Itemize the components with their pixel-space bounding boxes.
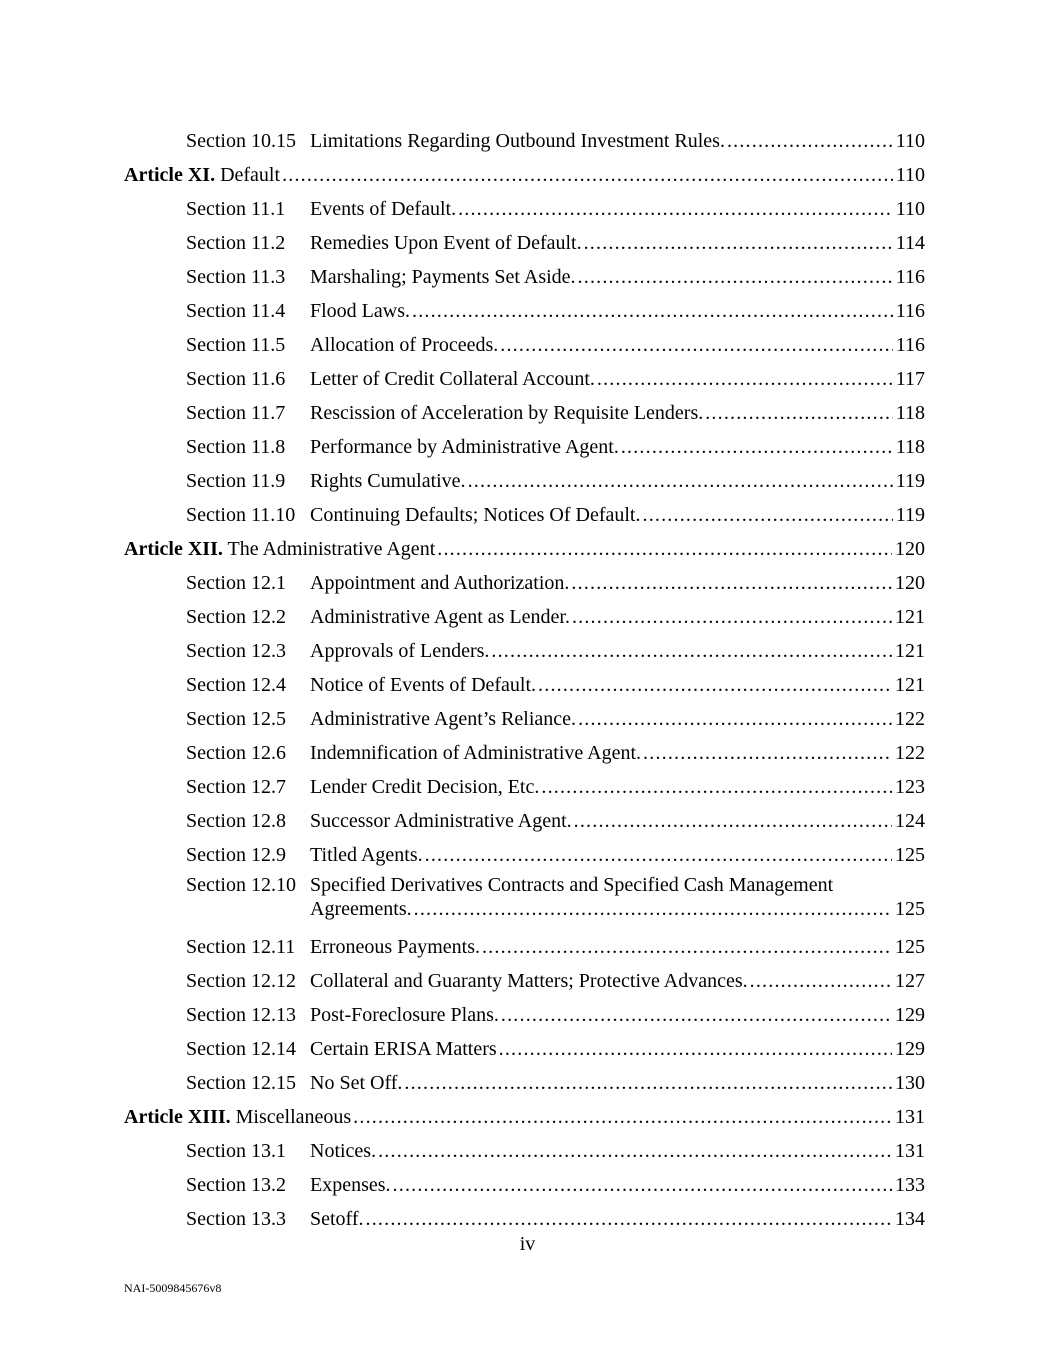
page-number: 116 bbox=[895, 300, 925, 322]
toc-section-entry[interactable] bbox=[0, 357, 1055, 391]
section-title: Marshaling; Payments Set Aside. bbox=[310, 266, 576, 288]
section-title: Administrative Agent’s Reliance. bbox=[310, 708, 577, 730]
dot-leader bbox=[538, 673, 892, 697]
toc-section-entry[interactable] bbox=[0, 391, 1055, 425]
section-title: Rescission of Acceleration by Requisite Lenders. bbox=[310, 402, 704, 424]
dot-leader bbox=[501, 1003, 892, 1027]
section-number: Section 12.10 bbox=[186, 874, 296, 896]
document-id: NAI-5009845676v8 bbox=[124, 1281, 222, 1295]
toc-section-entry[interactable] bbox=[0, 289, 1055, 323]
dot-leader bbox=[282, 163, 893, 187]
toc-section-entry[interactable] bbox=[0, 425, 1055, 459]
page-number: 121 bbox=[895, 674, 925, 696]
toc-section-entry[interactable] bbox=[0, 119, 1055, 153]
section-number: Section 12.7 bbox=[186, 776, 286, 798]
section-number: Section 13.3 bbox=[186, 1208, 286, 1230]
section-title: Continuing Defaults; Notices Of Default. bbox=[310, 504, 641, 526]
section-number: Section 12.3 bbox=[186, 640, 286, 662]
section-title-line-1: Specified Derivatives Contracts and Specified Cash Management bbox=[310, 874, 834, 896]
section-number: Section 12.5 bbox=[186, 708, 286, 730]
dot-leader bbox=[705, 401, 893, 425]
section-title: Rights Cumulative. bbox=[310, 470, 466, 492]
section-title: Events of Default. bbox=[310, 198, 457, 220]
page-number: 123 bbox=[895, 776, 925, 798]
toc-section-entry[interactable] bbox=[0, 925, 1055, 959]
table-of-contents bbox=[0, 119, 1055, 1231]
page-number: 110 bbox=[895, 130, 925, 152]
toc-section-entry[interactable] bbox=[0, 493, 1055, 527]
section-title: No Set Off. bbox=[310, 1072, 403, 1094]
dot-leader bbox=[571, 571, 892, 595]
page-number: 119 bbox=[895, 470, 925, 492]
section-title: Allocation of Proceeds. bbox=[310, 334, 499, 356]
dot-leader bbox=[491, 639, 892, 663]
article-number: Article XII. bbox=[124, 538, 223, 560]
dot-leader bbox=[541, 775, 892, 799]
dot-leader bbox=[500, 333, 892, 357]
section-number: Section 11.1 bbox=[186, 198, 286, 220]
section-title: Remedies Upon Event of Default. bbox=[310, 232, 582, 254]
toc-article-entry[interactable] bbox=[0, 153, 1055, 187]
page-number: 125 bbox=[895, 936, 925, 958]
page-number: 122 bbox=[895, 708, 925, 730]
dot-leader bbox=[643, 503, 893, 527]
section-number: Section 11.5 bbox=[186, 334, 286, 356]
toc-section-entry[interactable] bbox=[0, 187, 1055, 221]
footer-page-number: iv bbox=[519, 1233, 536, 1255]
page-number: 133 bbox=[895, 1174, 925, 1196]
section-title: Flood Laws. bbox=[310, 300, 410, 322]
page-number: 116 bbox=[895, 334, 925, 356]
section-number: Section 10.15 bbox=[186, 130, 296, 152]
section-number: Section 11.7 bbox=[186, 402, 286, 424]
dot-leader bbox=[621, 435, 893, 459]
page-number: 131 bbox=[895, 1106, 925, 1128]
toc-section-entry[interactable] bbox=[0, 221, 1055, 255]
dot-leader bbox=[578, 265, 893, 289]
article-title: The Administrative Agent bbox=[227, 538, 436, 560]
page-number: 121 bbox=[895, 606, 925, 628]
section-title: Expenses. bbox=[310, 1174, 391, 1196]
dot-leader bbox=[378, 1139, 892, 1163]
section-number: Section 13.1 bbox=[186, 1140, 286, 1162]
toc-section-entry[interactable] bbox=[0, 595, 1055, 629]
dot-leader bbox=[584, 231, 893, 255]
toc-article-entry[interactable] bbox=[0, 1095, 1055, 1129]
dot-leader bbox=[437, 537, 892, 561]
section-number: Section 12.9 bbox=[186, 844, 286, 866]
section-number: Section 11.3 bbox=[186, 266, 286, 288]
section-title: Setoff. bbox=[310, 1208, 364, 1230]
toc-section-entry[interactable] bbox=[0, 731, 1055, 765]
section-number: Section 11.10 bbox=[186, 504, 296, 526]
section-number: Section 12.12 bbox=[186, 970, 296, 992]
page-number: 117 bbox=[895, 368, 925, 390]
section-title: Approvals of Lenders. bbox=[310, 640, 490, 662]
toc-section-entry[interactable] bbox=[0, 1129, 1055, 1163]
article-title: Miscellaneous bbox=[235, 1106, 352, 1128]
toc-section-entry[interactable] bbox=[0, 1061, 1055, 1095]
toc-section-entry[interactable] bbox=[0, 833, 1055, 867]
section-number: Section 11.4 bbox=[186, 300, 286, 322]
dot-leader bbox=[366, 1207, 892, 1231]
section-title: Collateral and Guaranty Matters; Protective Advances. bbox=[310, 970, 748, 992]
toc-section-entry[interactable] bbox=[0, 255, 1055, 289]
dot-leader bbox=[499, 1037, 892, 1061]
dot-leader bbox=[404, 1071, 892, 1095]
page-number: 116 bbox=[895, 266, 925, 288]
dot-leader bbox=[425, 843, 892, 867]
page-number: 134 bbox=[895, 1208, 925, 1230]
section-number: Section 11.2 bbox=[186, 232, 286, 254]
dot-leader bbox=[574, 809, 892, 833]
toc-section-entry[interactable] bbox=[0, 459, 1055, 493]
page-number: 127 bbox=[895, 970, 925, 992]
section-title: Titled Agents. bbox=[310, 844, 423, 866]
dot-leader bbox=[572, 605, 892, 629]
section-title: Lender Credit Decision, Etc. bbox=[310, 776, 540, 798]
section-title: Letter of Credit Collateral Account. bbox=[310, 368, 595, 390]
page-number: 125 bbox=[895, 844, 925, 866]
page-number: 122 bbox=[895, 742, 925, 764]
section-title: Notice of Events of Default. bbox=[310, 674, 537, 696]
section-number: Section 12.2 bbox=[186, 606, 286, 628]
page-number: 129 bbox=[895, 1004, 925, 1026]
page-number: 120 bbox=[895, 538, 925, 560]
page-number: 125 bbox=[895, 898, 925, 920]
section-number: Section 12.13 bbox=[186, 1004, 296, 1026]
page-number: 110 bbox=[895, 198, 925, 220]
page-number: 110 bbox=[895, 164, 925, 186]
toc-section-entry[interactable] bbox=[0, 993, 1055, 1027]
page-number: 131 bbox=[895, 1140, 925, 1162]
toc-section-entry[interactable] bbox=[0, 323, 1055, 357]
section-number: Section 12.6 bbox=[186, 742, 286, 764]
section-number: Section 12.15 bbox=[186, 1072, 296, 1094]
page-number: 114 bbox=[895, 232, 925, 254]
section-number: Section 11.8 bbox=[186, 436, 286, 458]
section-title: Certain ERISA Matters bbox=[310, 1038, 497, 1060]
page-number: 119 bbox=[895, 504, 925, 526]
dot-leader bbox=[412, 299, 893, 323]
section-number: Section 12.11 bbox=[186, 936, 296, 958]
dot-leader bbox=[458, 197, 893, 221]
section-title-line-2: Agreements. bbox=[310, 898, 412, 920]
section-title: Appointment and Authorization. bbox=[310, 572, 570, 594]
page-number: 118 bbox=[895, 402, 925, 424]
page-number: 120 bbox=[895, 572, 925, 594]
dot-leader bbox=[750, 969, 892, 993]
article-number: Article XIII. bbox=[124, 1106, 231, 1128]
section-title: Post-Foreclosure Plans. bbox=[310, 1004, 499, 1026]
section-number: Section 11.9 bbox=[186, 470, 286, 492]
section-number: Section 12.14 bbox=[186, 1038, 296, 1060]
page-number: 118 bbox=[895, 436, 925, 458]
dot-leader bbox=[727, 129, 893, 153]
dot-leader bbox=[597, 367, 893, 391]
dot-leader bbox=[393, 1173, 892, 1197]
toc-section-entry[interactable] bbox=[0, 1163, 1055, 1197]
article-title: Default bbox=[220, 164, 281, 186]
toc-section-entry[interactable] bbox=[0, 799, 1055, 833]
section-number: Section 13.2 bbox=[186, 1174, 286, 1196]
dot-leader bbox=[468, 469, 893, 493]
section-number: Section 11.6 bbox=[186, 368, 286, 390]
toc-section-entry[interactable] bbox=[0, 959, 1055, 993]
section-title: Administrative Agent as Lender. bbox=[310, 606, 570, 628]
section-number: Section 12.4 bbox=[186, 674, 286, 696]
page-number: 124 bbox=[895, 810, 925, 832]
section-title: Limitations Regarding Outbound Investment Rules. bbox=[310, 130, 725, 152]
dot-leader bbox=[414, 897, 892, 921]
dot-leader bbox=[643, 741, 892, 765]
article-number: Article XI. bbox=[124, 164, 216, 186]
section-title: Notices. bbox=[310, 1140, 377, 1162]
section-title: Erroneous Payments. bbox=[310, 936, 480, 958]
section-number: Section 12.1 bbox=[186, 572, 286, 594]
page-number: 121 bbox=[895, 640, 925, 662]
toc-article-entry[interactable] bbox=[0, 527, 1055, 561]
dot-leader bbox=[482, 935, 892, 959]
section-title: Performance by Administrative Agent. bbox=[310, 436, 619, 458]
toc-section-entry[interactable] bbox=[0, 765, 1055, 799]
toc-section-entry[interactable] bbox=[0, 663, 1055, 697]
page-number: 130 bbox=[895, 1072, 925, 1094]
toc-section-entry[interactable] bbox=[0, 1027, 1055, 1061]
toc-section-entry[interactable] bbox=[0, 629, 1055, 663]
toc-section-entry[interactable] bbox=[0, 867, 1055, 925]
section-title: Successor Administrative Agent. bbox=[310, 810, 572, 832]
toc-section-entry[interactable] bbox=[0, 697, 1055, 731]
page-number: 129 bbox=[895, 1038, 925, 1060]
section-number: Section 12.8 bbox=[186, 810, 286, 832]
dot-leader bbox=[353, 1105, 892, 1129]
section-title: Indemnification of Administrative Agent. bbox=[310, 742, 642, 764]
toc-section-entry[interactable] bbox=[0, 1197, 1055, 1231]
toc-section-entry[interactable] bbox=[0, 561, 1055, 595]
dot-leader bbox=[578, 707, 892, 731]
